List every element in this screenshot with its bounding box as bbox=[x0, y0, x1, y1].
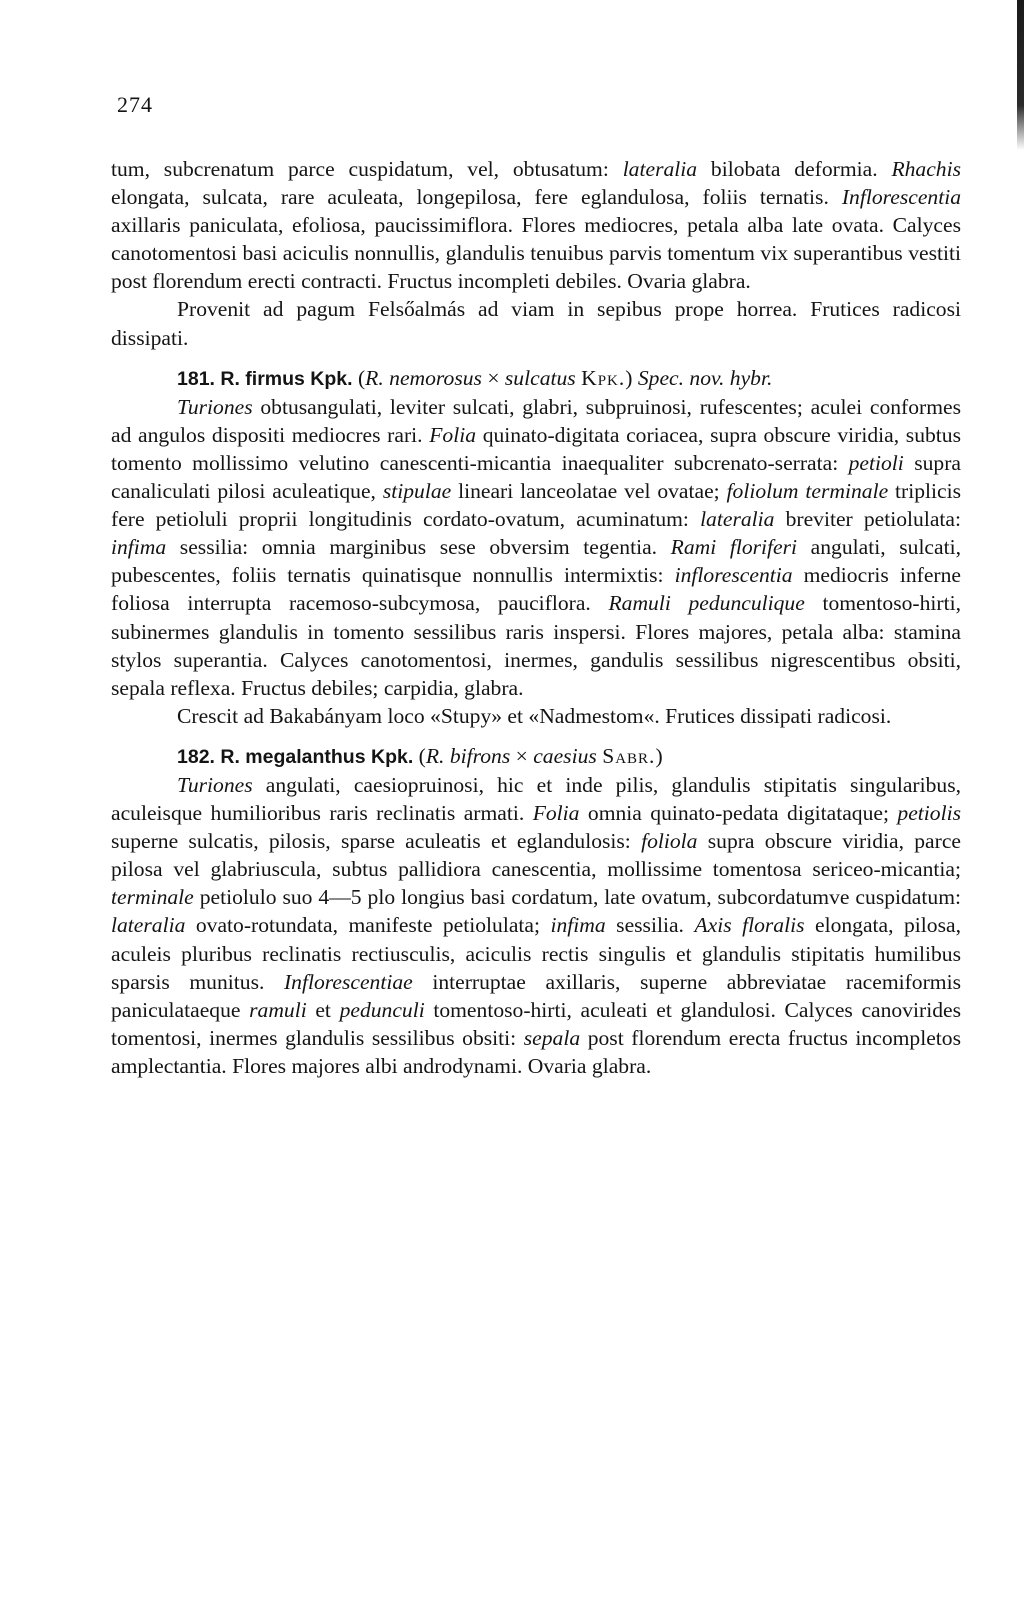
species-name: 182. R. megalanthus Kpk. bbox=[177, 745, 414, 768]
italic-term: infima bbox=[550, 913, 606, 938]
text-run: obtusangulati, leviter sulcati, glabri, subpruinosi, rufescentes; aculei conformes ad angulos dispositi mediocres rari. bbox=[111, 394, 961, 447]
text-run: sessilia: omnia marginibus sese obversim tegentia. bbox=[166, 535, 671, 560]
page-number: 274 bbox=[117, 92, 153, 117]
author-abbrev: Sabr. bbox=[602, 743, 656, 768]
text-run: Provenit ad pagum Felsőalmás ad viam in sepibus prope horrea. Frutices radicosi dissipati. bbox=[111, 297, 961, 350]
text-run: angulati, caesiopruinosi, hic et inde pilis, glandulis stipitatis singularibus, aculeisque humilioribus raris reclinatis armati. bbox=[111, 772, 961, 826]
italic-term: infima bbox=[111, 535, 167, 560]
text-run: ( bbox=[413, 743, 426, 768]
author-abbrev: Kpk. bbox=[581, 365, 626, 390]
italic-term: petiolis bbox=[897, 801, 961, 826]
text-run: quinato-digitata coriacea, supra obscure viridia, subtus tomento mollissimo velutino canescenti-micantia inaequaliter subcrenato-serrata: bbox=[111, 422, 961, 475]
italic-term: lateralia bbox=[700, 507, 775, 532]
italic-term: Folia bbox=[429, 422, 477, 447]
text-run: Crescit ad Bakabányam loco «Stupy» et «Nadmestom«. Frutices dissipati radicosi. bbox=[177, 703, 892, 728]
italic-term: Spec. nov. hybr. bbox=[637, 365, 773, 390]
italic-term: Ramuli pedunculique bbox=[608, 591, 805, 616]
paragraph bbox=[111, 393, 961, 702]
italic-term: stipulae bbox=[382, 479, 452, 504]
text-run: ) bbox=[655, 743, 663, 768]
italic-term: Turiones bbox=[177, 394, 253, 419]
species-name: 181. R. firmus Kpk. bbox=[177, 367, 353, 390]
italic-term: R. bifrons bbox=[425, 743, 511, 768]
italic-term: sepala bbox=[523, 1025, 581, 1050]
paragraph bbox=[111, 771, 961, 1080]
text-run: et bbox=[306, 997, 340, 1022]
text-run: omnia quinato-pedata digitataque; bbox=[579, 801, 898, 826]
text-run: supra obscure viridia, parce pilosa vel glabriuscula, subtus pallidiora canescentia, mollissime tomentosa sericeo-micantia; bbox=[111, 829, 961, 882]
italic-term: inflorescentia bbox=[674, 563, 793, 588]
text-run: petiolulo suo 4—5 plo longius basi cordatum, late ovatum, subcordatumve cuspidatum: bbox=[193, 885, 961, 910]
italic-term: R. nemorosus bbox=[365, 365, 482, 390]
paragraph bbox=[111, 155, 961, 295]
italic-term: caesius bbox=[533, 743, 597, 768]
text-run: sessilia. bbox=[605, 913, 695, 938]
italic-term: petioli bbox=[848, 450, 904, 475]
italic-term: Inflorescentiae bbox=[283, 969, 413, 994]
text-run: interruptae axillaris, superne abbreviatae racemiformis paniculataeque bbox=[111, 969, 961, 1022]
italic-term: foliolum terminale bbox=[726, 479, 889, 504]
italic-term: Inflorescentia bbox=[841, 185, 961, 210]
text-run: tomentoso-hirti, subinermes glandulis in tomento sessilibus raris inspersi. Flores majores, petala alba: stamina stylos superantia. Calyces canotomentosi, inermes, gandulis sessilibus nigrescentibus obsiti, sepala reflexa. Fructus debiles; carpidia, glabra. bbox=[111, 591, 961, 700]
italic-term: Rhachis bbox=[891, 157, 962, 181]
text-run: breviter petiolulata: bbox=[774, 507, 961, 532]
italic-term: sulcatus bbox=[504, 365, 576, 390]
italic-term: Turiones bbox=[177, 772, 253, 797]
paragraph bbox=[111, 702, 961, 730]
text-run: ) bbox=[625, 365, 638, 390]
text-run: × bbox=[510, 743, 534, 768]
italic-term: Rami floriferi bbox=[670, 535, 798, 560]
text-run: bilobata deformia. bbox=[697, 157, 892, 181]
text-run: axillaris paniculata, efoliosa, paucissimiflora. Flores mediocres, petala alba late ovata. Calyces canotomentosi basi aciculis nonnullis, glandulis tenuibus parvis tomentum vix superantibus vestiti post florendum erecti contracti. Fructus incompleti debiles. Ovaria glabra. bbox=[111, 213, 961, 294]
text-run: ovato-rotundata, manifeste petiolulata; bbox=[185, 913, 551, 938]
text-run: supra canaliculati pilosi aculeatique, bbox=[111, 450, 961, 504]
body-text bbox=[111, 155, 961, 1080]
species-heading bbox=[111, 742, 961, 771]
spacer bbox=[111, 730, 961, 742]
italic-term: lateralia bbox=[622, 157, 698, 181]
text-run: lineari lanceolatae vel ovatae; bbox=[451, 479, 727, 504]
text-run: tum, subcrenatum parce cuspidatum, vel, obtusatum: bbox=[111, 157, 623, 181]
page-edge-mark bbox=[1017, 0, 1024, 150]
text-run: post florendum erecta fructus incompletos amplectantia. Flores majores albi androdynami. Ovaria glabra. bbox=[111, 1025, 961, 1078]
italic-term: Axis floralis bbox=[694, 913, 805, 938]
species-heading bbox=[111, 364, 961, 393]
text-run: ( bbox=[352, 365, 366, 390]
italic-term: Folia bbox=[532, 801, 580, 826]
italic-term: lateralia bbox=[111, 913, 186, 938]
text-run: angulati, sulcati, pubescentes, foliis ternatis quinatisque nonnullis intermixtis: bbox=[111, 535, 962, 588]
text-run: superne sulcatis, pilosis, sparse aculeatis et eglandulosis: bbox=[111, 829, 642, 854]
italic-term: ramuli bbox=[249, 997, 307, 1022]
text-run: tomentoso-hirti, aculeati et glandulosi. Calyces canovirides tomentosi, inermes glandulis sessilibus obsiti: bbox=[111, 997, 961, 1050]
text-run: triplicis fere petioluli proprii longitudinis cordato-ovatum, acuminatum: bbox=[111, 479, 961, 532]
text-run: elongata, sulcata, rare aculeata, longepilosa, fere eglandulosa, foliis ternatis. bbox=[111, 185, 842, 210]
text-run: × bbox=[481, 365, 505, 390]
spacer bbox=[111, 352, 961, 364]
italic-term: foliola bbox=[641, 829, 698, 854]
text-run: mediocris inferne foliosa interrupta racemoso-subcymosa, pauciflora. bbox=[111, 563, 961, 616]
text-run: elongata, pilosa, aculeis pluribus reclinatis rectiusculis, aciculis rectis singulis et glandulis stipitatis humilibus sparsis munitus. bbox=[111, 913, 961, 994]
paragraph bbox=[111, 295, 961, 351]
italic-term: terminale bbox=[111, 885, 194, 910]
italic-term: pedunculi bbox=[339, 997, 425, 1022]
